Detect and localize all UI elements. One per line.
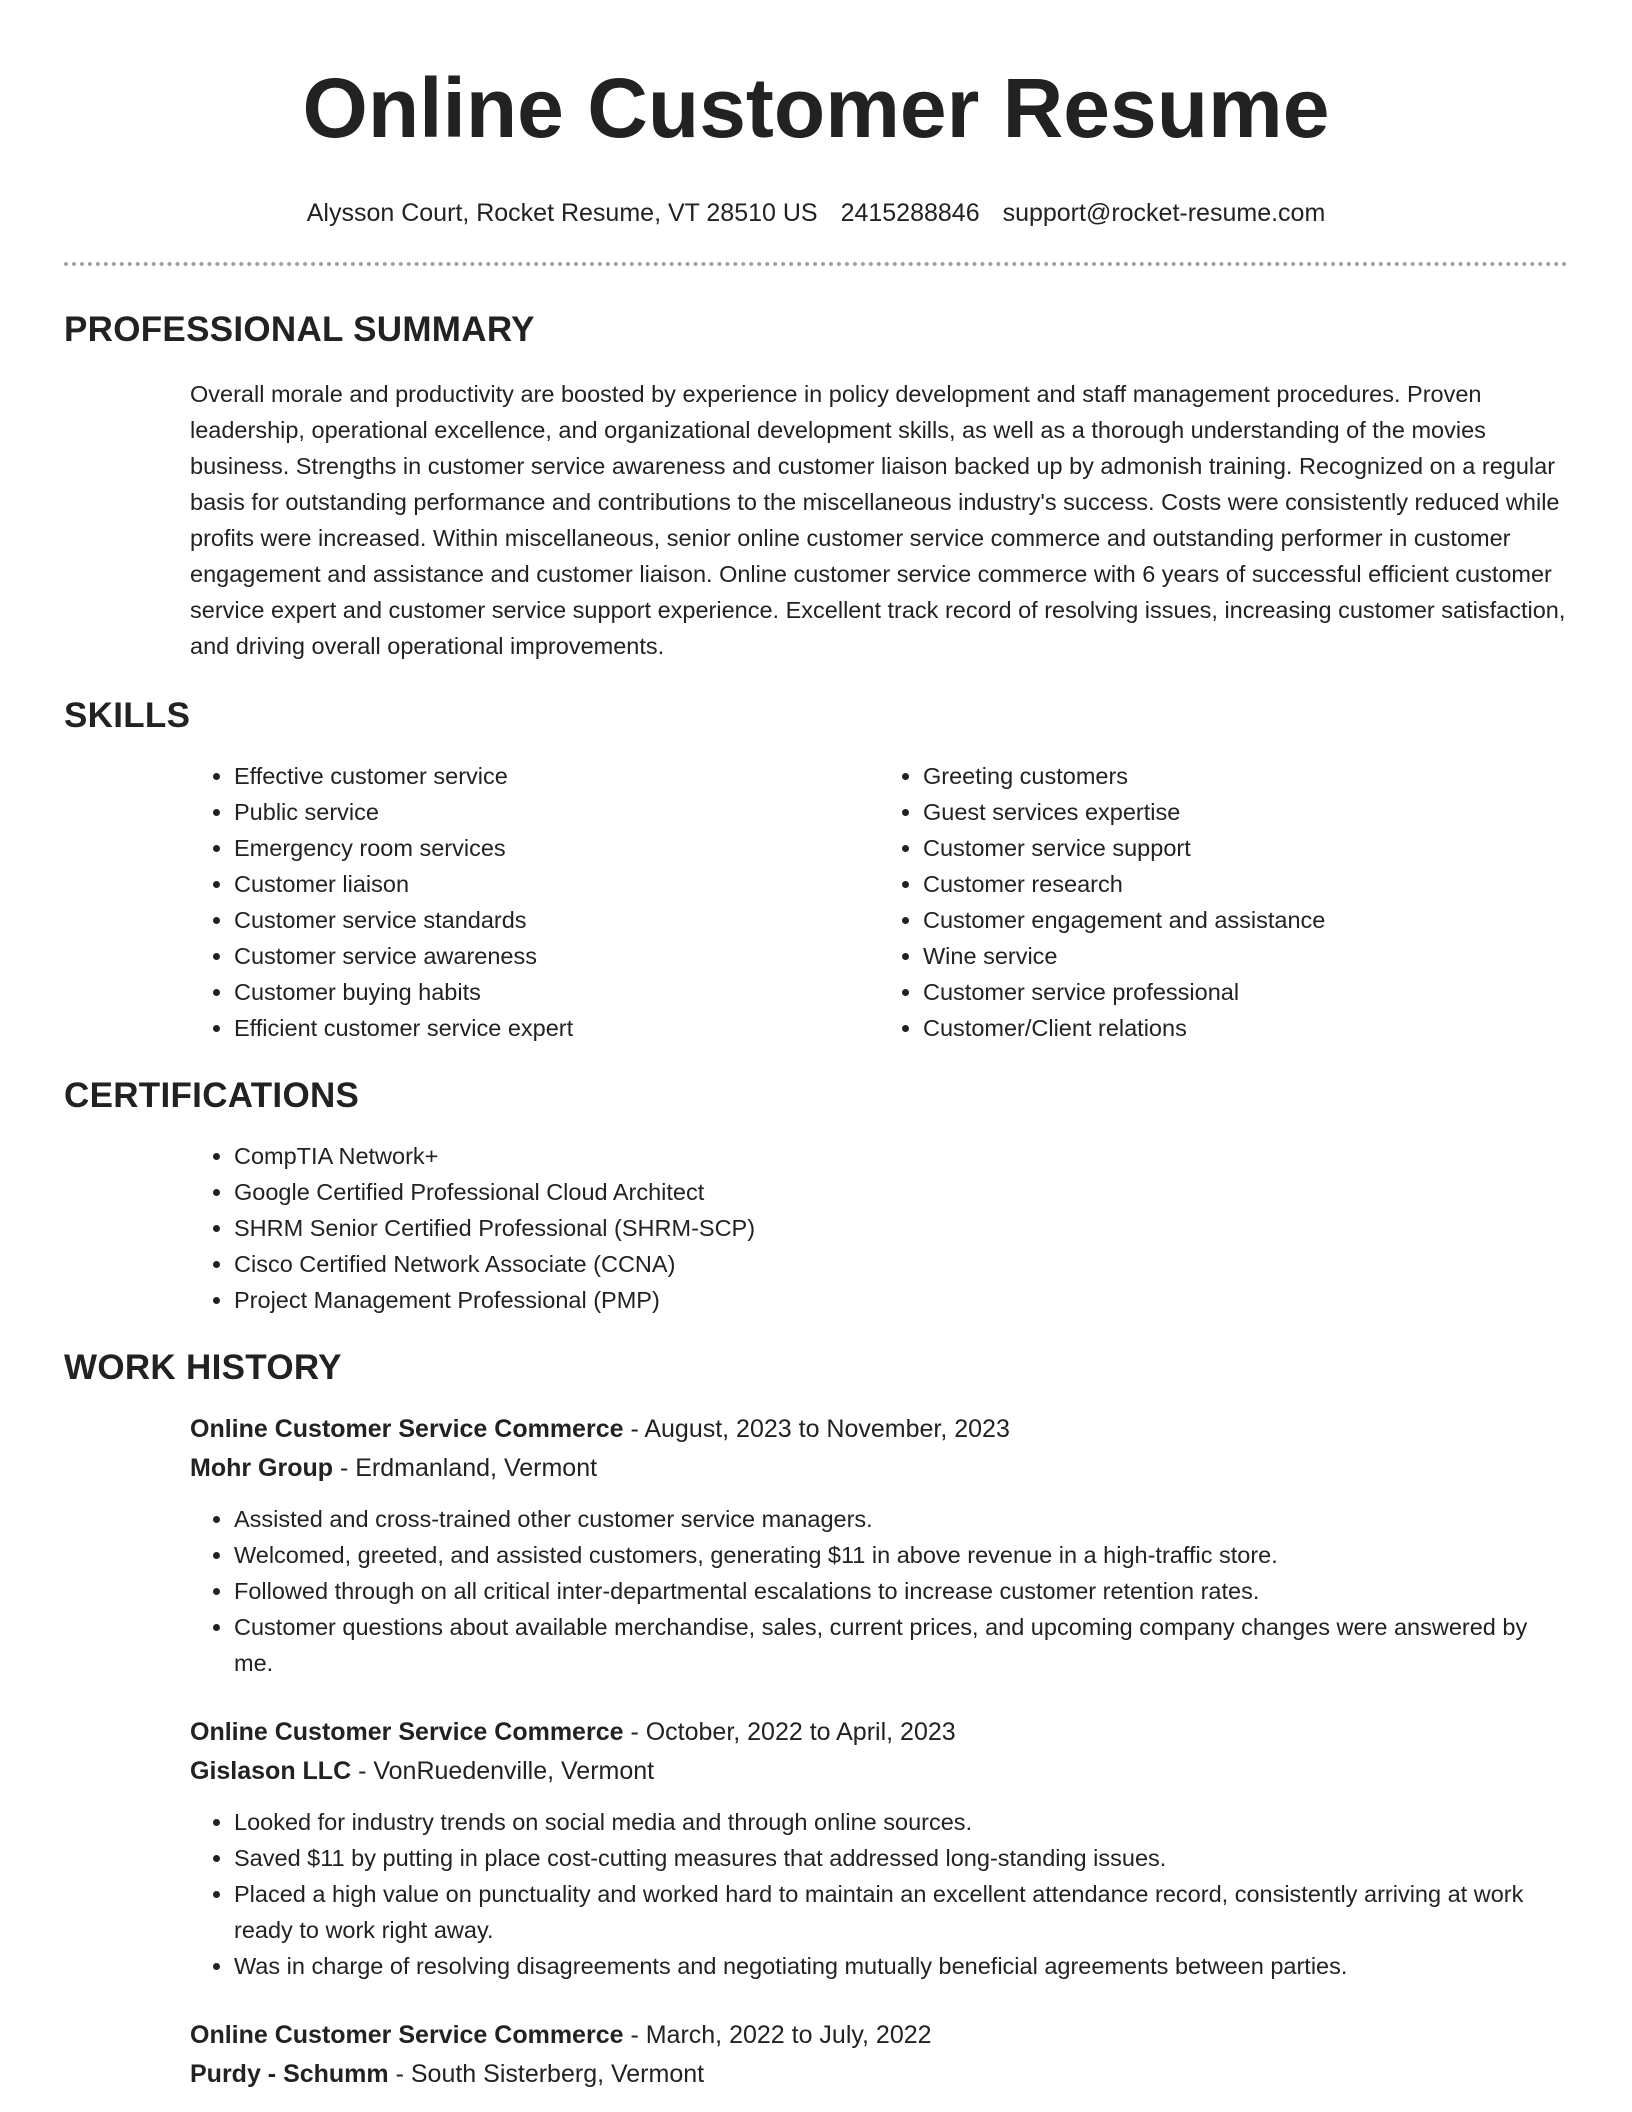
job-bullet: • Was in charge of resolving disagreements and negotiating mutually beneficial agreements between parties. [234, 1948, 1568, 1984]
job-location: - Erdmanland, Vermont [333, 1454, 598, 1482]
job-bullet: • Followed through on all critical inter-departmental escalations to increase customer retention rates. [234, 1573, 1568, 1609]
job-company: Purdy - Schumm [190, 2060, 389, 2088]
job-entry [64, 1410, 1568, 1681]
job-bullet: • Placed a high value on punctuality and worked hard to maintain an excellent attendance record, consistently arriving at work ready to work right away. [234, 1876, 1568, 1948]
certifications-list [64, 1138, 1568, 1318]
contact-email: support@rocket-resume.com [1002, 199, 1326, 227]
skill-item: • Guest services expertise [923, 794, 1568, 830]
skills-list [64, 758, 1568, 1046]
job-dates: - March, 2022 to July, 2022 [623, 2021, 932, 2049]
job-location: - South Sisterberg, Vermont [388, 2060, 705, 2088]
contact-address: Alysson Court, Rocket Resume, VT 28510 US [306, 199, 818, 227]
certification-item: • CompTIA Network+ [234, 1138, 1568, 1174]
job-company-line [190, 2055, 1568, 2094]
skills-heading: SKILLS [64, 696, 191, 735]
job-company-line [190, 1752, 1568, 1791]
skills-column-left [190, 758, 879, 1046]
job-dates: - August, 2023 to November, 2023 [623, 1415, 1010, 1443]
certification-item: • Cisco Certified Network Associate (CCNA) [234, 1246, 1568, 1282]
skill-item: • Customer liaison [234, 866, 879, 902]
job-title-line [190, 1410, 1568, 1449]
summary-text: Overall morale and productivity are boosted by experience in policy development and staff management procedures. Proven leadership, operational excellence, and organizational development skills, as well as a thorough understanding of the movies business. Strengths in customer service awareness and customer liaison backed up by admonish training. Recognized on a regular basis for outstanding performance and contributions to the miscellaneous industry's success. Costs were consistently reduced while profits were increased. Within miscellaneous, senior online customer service commerce and outstanding performer in customer engagement and assistance and customer liaison. Online customer service commerce with 6 years of successful efficient customer service expert and customer service support experience. Excellent track record of resolving issues, increasing customer satisfaction, and driving overall operational improvements. [190, 381, 1566, 659]
job-entry [64, 2016, 1568, 2094]
skill-item: • Customer research [923, 866, 1568, 902]
skill-item: • Public service [234, 794, 879, 830]
contact-phone: 2415288846 [840, 199, 980, 227]
job-company-line [190, 1449, 1568, 1488]
skill-item: • Greeting customers [923, 758, 1568, 794]
job-bullet: • Customer questions about available merchandise, sales, current prices, and upcoming company changes were answered by me. [234, 1609, 1568, 1681]
skill-item: • Customer/Client relations [923, 1010, 1568, 1046]
skill-item: • Emergency room services [234, 830, 879, 866]
job-title: Online Customer Service Commerce [190, 1718, 624, 1746]
job-bullet: • Welcomed, greeted, and assisted customers, generating $11 in above revenue in a high-traffic store. [234, 1537, 1568, 1573]
summary-heading: PROFESSIONAL SUMMARY [64, 310, 535, 349]
job-bullets [190, 1501, 1568, 1681]
skill-item: • Customer buying habits [234, 974, 879, 1010]
job-bullet: • Looked for industry trends on social media and through online sources. [234, 1804, 1568, 1840]
header-divider [64, 262, 1568, 266]
certification-item: • Project Management Professional (PMP) [234, 1282, 1568, 1318]
job-title-line [190, 2016, 1568, 2055]
skill-item: • Efficient customer service expert [234, 1010, 879, 1046]
job-title-line [190, 1713, 1568, 1752]
certification-item: • SHRM Senior Certified Professional (SHRM-SCP) [234, 1210, 1568, 1246]
job-bullets [190, 1804, 1568, 1984]
job-dates: - October, 2022 to April, 2023 [623, 1718, 956, 1746]
contact-line [64, 196, 1568, 230]
job-bullet: • Assisted and cross-trained other customer service managers. [234, 1501, 1568, 1537]
skill-item: • Customer service awareness [234, 938, 879, 974]
job-bullet: • Saved $11 by putting in place cost-cutting measures that addressed long-standing issues. [234, 1840, 1568, 1876]
skills-column-right [879, 758, 1568, 1046]
skill-item: • Customer service standards [234, 902, 879, 938]
skill-item: • Customer service professional [923, 974, 1568, 1010]
skill-item: • Wine service [923, 938, 1568, 974]
resume-title: Online Customer Resume [302, 61, 1330, 155]
skill-item: • Effective customer service [234, 758, 879, 794]
work-history-heading: WORK HISTORY [64, 1348, 342, 1387]
job-entry [64, 1713, 1568, 1984]
certifications-heading: CERTIFICATIONS [64, 1076, 360, 1115]
certifications-bullets [190, 1138, 1568, 1318]
job-title: Online Customer Service Commerce [190, 1415, 624, 1443]
job-location: - VonRuedenville, Vermont [351, 1757, 655, 1785]
job-title: Online Customer Service Commerce [190, 2021, 624, 2049]
certification-item: • Google Certified Professional Cloud Architect [234, 1174, 1568, 1210]
skill-item: • Customer engagement and assistance [923, 902, 1568, 938]
job-company: Mohr Group [190, 1454, 334, 1482]
skill-item: • Customer service support [923, 830, 1568, 866]
job-company: Gislason LLC [190, 1757, 352, 1785]
